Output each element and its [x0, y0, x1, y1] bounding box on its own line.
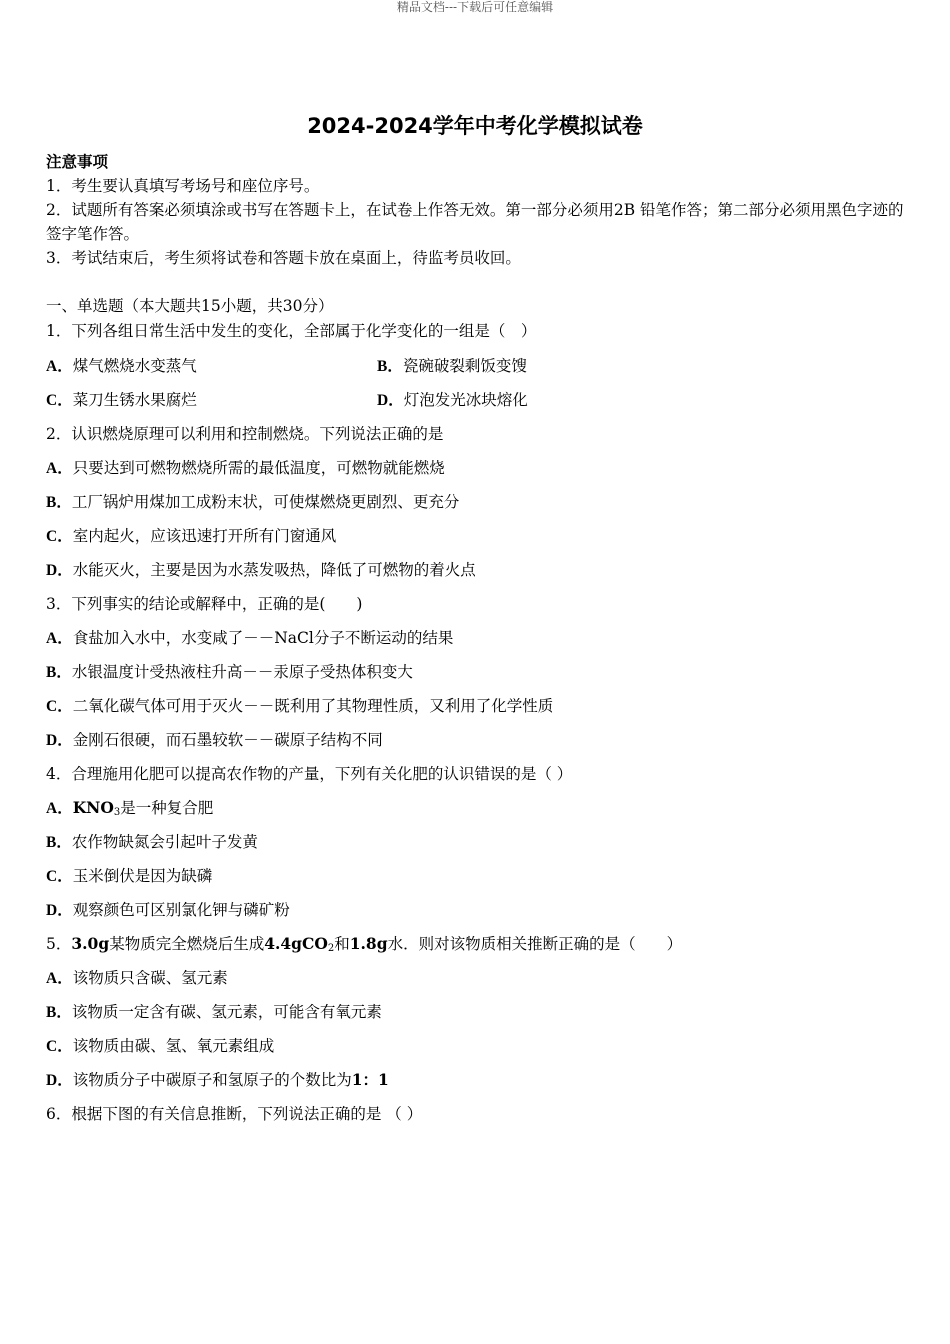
section-heading: 一、单选题（本大题共15小题，共30分）	[46, 297, 334, 315]
option-a: A．煤气燃烧水变蒸气	[46, 357, 197, 375]
question-2-option-b: B．工厂锅炉用煤加工成粉末状，可使煤燃烧更剧烈、更充分	[46, 493, 460, 511]
question-4-stem: 4．合理施用化肥可以提高农作物的产量，下列有关化肥的认识错误的是（ ）	[46, 765, 573, 783]
exam-title: 2024-2024学年中考化学模拟试卷	[307, 114, 643, 138]
notice-item-3: 3．考试结束后，考生须将试卷和答题卡放在桌面上，待监考员收回。	[46, 249, 521, 267]
notice-heading: 注意事项	[46, 152, 109, 171]
question-4-option-c: C．玉米倒伏是因为缺磷	[46, 867, 213, 885]
question-5-stem: 5．3.0g某物质完全燃烧后生成4.4gCO$_2$和1.8g水．则对该物质相关推断正确的是（ ）	[46, 934, 683, 954]
question-2-stem: 2．认识燃烧原理可以利用和控制燃烧。下列说法正确的是	[46, 425, 444, 443]
question-3-option-a: A．食盐加入水中，水变咸了－－NaCl分子不断运动的结果	[46, 629, 454, 647]
question-2-option-a: A．只要达到可燃物燃烧所需的最低温度，可燃物就能燃烧	[46, 459, 445, 477]
page-header: 精品文档---下载后可任意编辑	[396, 0, 554, 14]
question-3-option-c: C．二氧化碳气体可用于灭火－－既利用了其物理性质，又利用了化学性质	[46, 697, 554, 715]
option-c: C．菜刀生锈水果腐烂	[46, 391, 197, 409]
question-3-option-d: D．金刚石很硬，而石墨较软－－碳原子结构不同	[46, 731, 383, 749]
question-4-option-b: B．农作物缺氮会引起叶子发黄	[46, 833, 258, 851]
question-2-option-d: D．水能灭火，主要是因为水蒸发吸热，降低了可燃物的着火点	[46, 561, 476, 579]
notice-item-2: 2．试题所有答案必须填涂或书写在答题卡上，在试卷上作答无效。第一部分必须用2B 铅笔作答；第二部分必须用黑色字迹的签字笔作答。	[46, 201, 904, 243]
option-d: D．灯泡发光冰块熔化	[377, 391, 528, 409]
question-3-option-b: B．水银温度计受热液柱升高－－汞原子受热体积变大	[46, 663, 413, 681]
option-b: B．瓷碗破裂剩饭变馊	[377, 357, 527, 375]
question-3-stem: 3．下列事实的结论或解释中，正确的是( )	[46, 595, 363, 613]
question-5-option-a: A．该物质只含碳、氢元素	[46, 969, 228, 987]
question-4-option-a: A．$KNO_3$是一种复合肥	[46, 798, 214, 818]
question-6-stem: 6．根据下图的有关信息推断，下列说法正确的是 （ ）	[46, 1105, 423, 1123]
question-2-option-c: C．室内起火，应该迅速打开所有门窗通风	[46, 527, 337, 545]
question-5-option-b: B．该物质一定含有碳、氢元素，可能含有氧元素	[46, 1003, 382, 1021]
question-4-option-d: D．观察颜色可区别氯化钾与磷矿粉	[46, 901, 290, 919]
exam-body	[46, 150, 908, 1131]
question-5-option-c: C．该物质由碳、氢、氧元素组成	[46, 1037, 275, 1055]
question-1-options-row2	[46, 383, 908, 417]
notice-item-1: 1．考生要认真填写考场号和座位序号。	[46, 177, 320, 195]
question-5-option-d: D．该物质分子中碳原子和氢原子的个数比为1：1	[46, 1070, 389, 1089]
question-1-options-row1	[46, 349, 908, 383]
question-1-stem: 1．下列各组日常生活中发生的变化，全部属于化学变化的一组是（ ）	[46, 322, 537, 340]
